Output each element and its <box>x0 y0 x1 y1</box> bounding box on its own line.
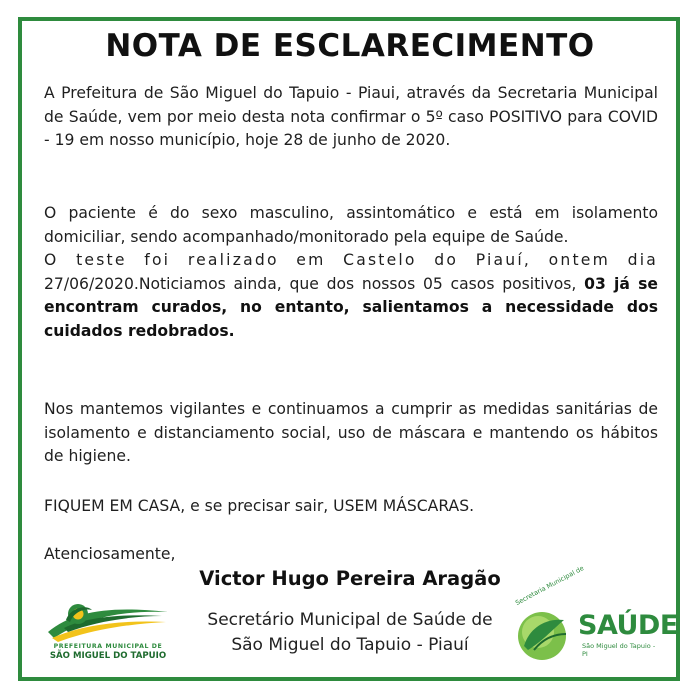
signer-role-line2: São Miguel do Tapuio - Piauí <box>231 635 469 655</box>
signer-name: Victor Hugo Pereira Aragão <box>199 567 501 590</box>
saude-logo <box>508 564 678 664</box>
prefeitura-logo-caption: PREFEITURA MUNICIPAL DE <box>53 643 163 650</box>
test-location-text: O teste foi realizado em Castelo do Piauí, ontem dia <box>44 251 658 269</box>
saude-logo-subtitle: São Miguel do Tapuio - PI <box>582 642 656 658</box>
leaf-globe-icon <box>508 600 578 664</box>
test-date-text: 27/06/2020.Noticiamos ainda, que dos nossos 05 casos positivos, <box>44 274 577 293</box>
page-title: NOTA DE ESCLARECIMENTO <box>105 28 595 64</box>
prefeitura-logo <box>44 598 172 664</box>
paragraph-measures: Nos mantemos vigilantes e continuamos a cumprir as medidas sanitárias de isolamento e distanciamento social, uso de máscara e mantendo os hábitos de higiene. <box>44 400 658 466</box>
saude-logo-word: SAÚDE <box>578 610 678 641</box>
saude-logo-arc-text: Secretaria Municipal de <box>514 564 586 608</box>
paragraph-announcement: A Prefeitura de São Miguel do Tapuio - Piaui, através da Secretaria Municipal de Saúde, vem por meio desta nota confirmar o 5º caso POSITIVO para COVID - 19 em nosso município, hoje 28 de junho de 2020. <box>44 84 658 150</box>
paragraph-stay-home: FIQUEM EM CASA, e se precisar sair, USEM MÁSCARAS. <box>44 497 475 515</box>
signer-role <box>180 608 520 658</box>
prefeitura-logo-name: SÃO MIGUEL DO TAPUIO <box>49 651 167 661</box>
recovered-highlight: 03 já se encontram curados, no entanto, salientamos a necessidade dos cuidados redobrados. <box>44 274 658 340</box>
closing-salutation: Atenciosamente, <box>44 545 176 563</box>
signer-role-line1: Secretário Municipal de Saúde de <box>207 610 493 630</box>
paragraph-patient: O paciente é do sexo masculino, assintomático e está em isolamento domiciliar, sendo acompanhado/monitorado pela equipe de Saúde. <box>44 204 658 246</box>
paragraph-test <box>44 249 658 343</box>
prefeitura-swoosh-icon <box>44 598 172 644</box>
